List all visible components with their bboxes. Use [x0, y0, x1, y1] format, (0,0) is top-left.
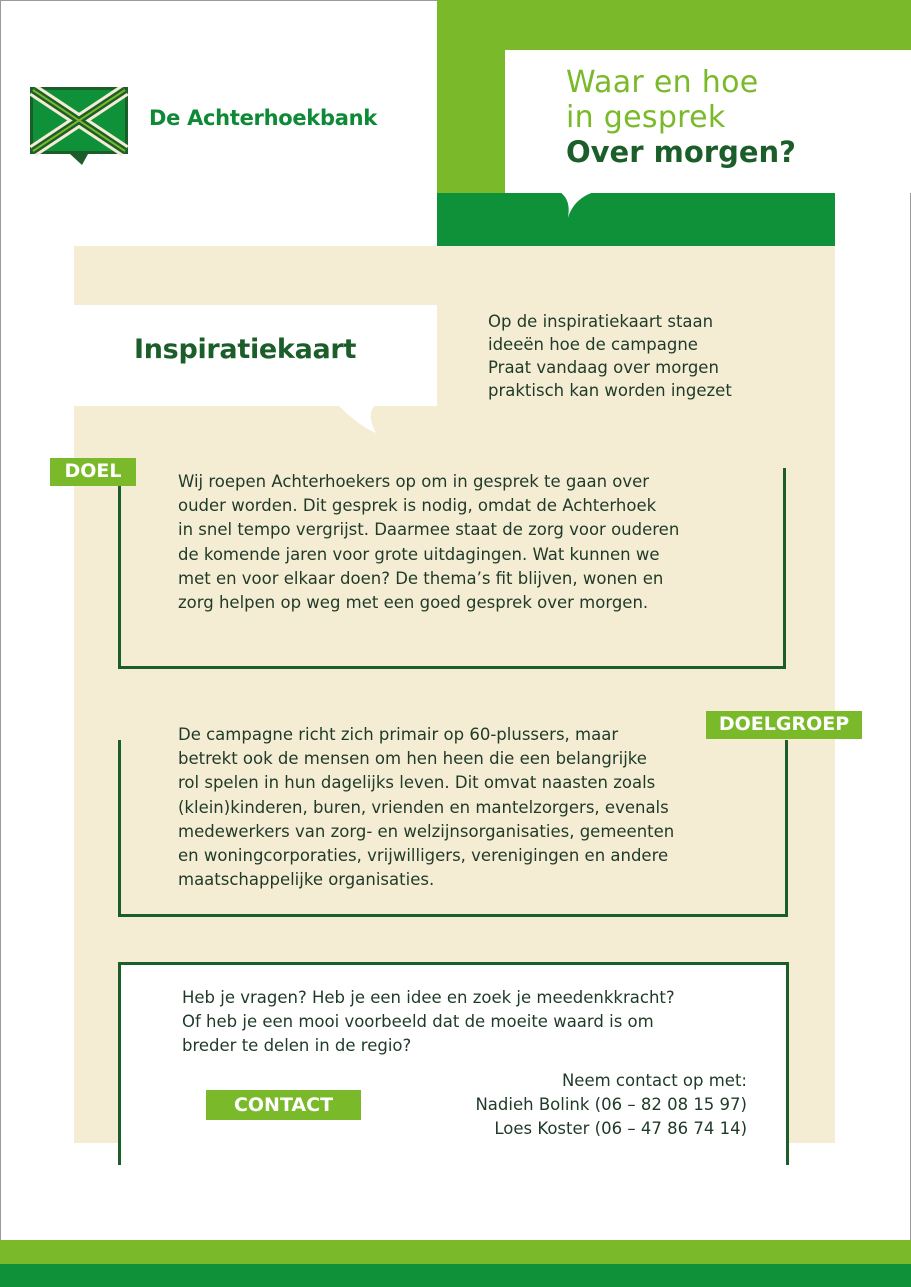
contact-label: CONTACT — [206, 1090, 361, 1120]
header-dark-green-band — [437, 193, 835, 246]
footer-green-band — [0, 1240, 911, 1264]
doelgroep-line: (klein)kinderen, buren, vrienden en mantelzorgers, evenals — [178, 797, 669, 817]
speech-bubble-flag-icon — [30, 87, 128, 165]
intro-line: Praat vandaag over morgen — [488, 358, 719, 377]
contact-question — [182, 986, 762, 1059]
doel-line: de komende jaren voor grote uitdagingen. Wat kunnen we — [178, 544, 660, 564]
contact-question-line: Heb je vragen? Heb je een idee en zoek je meedenkkracht? — [182, 988, 675, 1007]
doel-line: Wij roepen Achterhoekers op om in gesprek te gaan over — [178, 472, 650, 491]
contact-persons — [400, 1069, 747, 1142]
intro-line: praktisch kan worden ingezet — [488, 381, 732, 400]
doel-line: zorg helpen op weg met een goed gesprek over morgen. — [178, 593, 649, 613]
inspiratie-bubble-tail — [338, 405, 380, 435]
doel-text — [178, 470, 758, 615]
doel-line: met en voor elkaar doen? De thema’s fit blijven, wonen en — [178, 568, 664, 588]
doelgroep-label: DOELGROEP — [706, 711, 862, 739]
intro-line: Op de inspiratiekaart staan — [488, 312, 714, 331]
doel-line: ouder worden. Dit gesprek is nodig, omdat de Achterhoek — [178, 496, 657, 516]
header-title-line3: Over morgen? — [566, 135, 796, 169]
contact-person: Loes Koster (06 – 47 86 74 14) — [494, 1119, 747, 1139]
intro-line: ideeën hoe de campagne — [488, 335, 698, 354]
contact-question-line: breder te delen in de regio? — [182, 1036, 412, 1056]
doelgroep-line: en woningcorporaties, vrijwilligers, verenigingen en andere — [178, 846, 669, 866]
doel-line: in snel tempo vergrijst. Daarmee staat de zorg voor ouderen — [178, 520, 680, 540]
header-title-line2: in gesprek — [566, 100, 726, 135]
brand-name: De Achterhoekbank — [149, 106, 377, 130]
contact-intro: Neem contact op met: — [561, 1071, 747, 1090]
inspiratie-intro — [488, 310, 808, 402]
inspiratie-title: Inspiratiekaart — [134, 334, 357, 365]
doelgroep-line: rol spelen in hun dagelijks leven. Dit omvat naasten zoals — [178, 773, 656, 793]
doelgroep-line: De campagne richt zich primair op 60-plussers, maar — [178, 725, 619, 744]
doelgroep-line: maatschappelijke organisaties. — [178, 870, 435, 890]
header-bubble-tail — [560, 192, 600, 220]
doelgroep-text — [178, 723, 738, 892]
doelgroep-line: medewerkers van zorg- en welzijnsorganisaties, gemeenten — [178, 821, 675, 841]
header-title-line1: Waar en hoe — [566, 65, 759, 100]
doel-label: DOEL — [50, 458, 136, 486]
footer-dark-green-band — [0, 1264, 911, 1287]
contact-question-line: Of heb je een mooi voorbeeld dat de moeite waard is om — [182, 1012, 654, 1032]
contact-person: Nadieh Bolink (06 – 82 08 15 97) — [475, 1095, 747, 1115]
doelgroep-line: betrekt ook de mensen om hen heen die een belangrijke — [178, 749, 647, 769]
